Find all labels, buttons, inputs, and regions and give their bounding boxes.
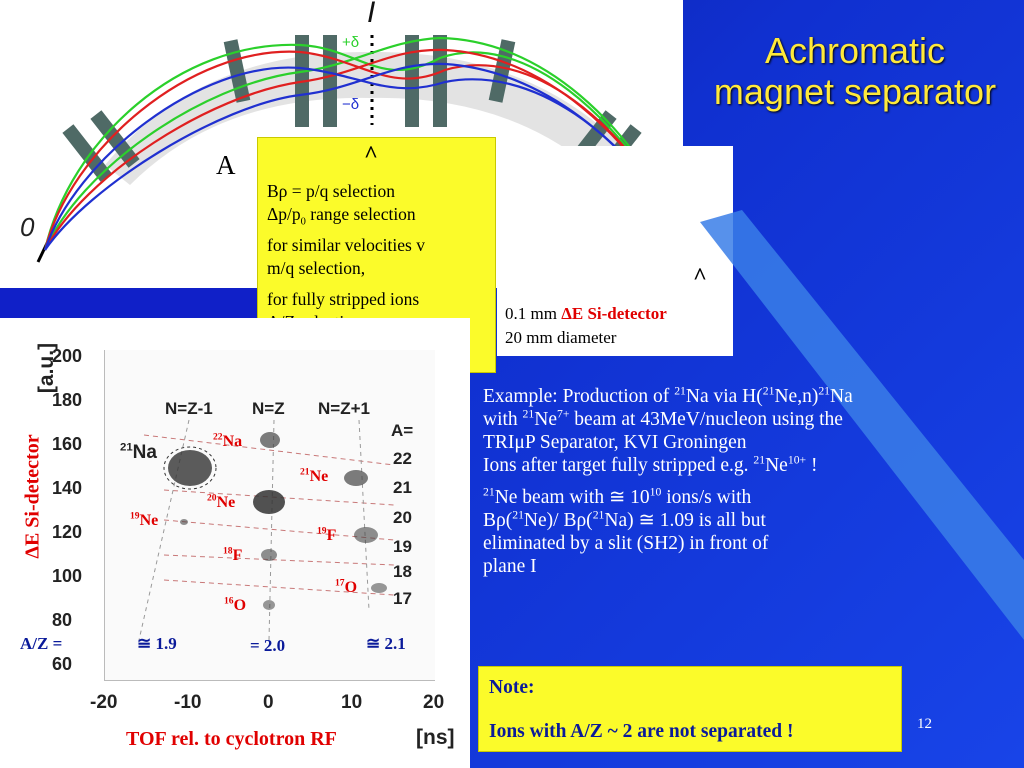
plot-xunit: [ns] (416, 726, 455, 749)
ion-label: $^{19}$Ne (130, 510, 159, 529)
az-value: ≅ 2.1 (366, 634, 406, 653)
selection-stripped: for fully stripped ions (267, 289, 420, 309)
xtick: -10 (174, 692, 202, 713)
selection-velocities: for similar velocities v (267, 235, 425, 255)
a-value: 20 (393, 508, 412, 527)
label-object: 0 (20, 212, 35, 242)
xtick: 0 (263, 692, 274, 713)
detector-name: ΔE Si-detector (561, 304, 667, 323)
a-value: 17 (393, 589, 412, 608)
selection-mq: m/q selection, (267, 258, 366, 278)
ion-label: $^{22}$Na (213, 431, 243, 450)
a-value: 18 (393, 562, 412, 581)
title-line-2: magnet separator (713, 71, 997, 112)
ytick: 80 (52, 610, 73, 630)
selection-caret: ^ (364, 142, 378, 168)
xtick: 20 (423, 692, 445, 713)
plot-xlabel: TOF rel. to cyclotron RF (126, 728, 337, 750)
ytick: 140 (52, 478, 83, 498)
big-na-label: $^{21}$Na (120, 441, 157, 463)
note-box (478, 666, 902, 752)
a-header: A= (391, 421, 414, 440)
ytick: 200 (52, 346, 83, 366)
detector-prefix: 0.1 mm (505, 304, 562, 323)
ion-label: $^{17}$O (335, 577, 358, 596)
ytick: 160 (52, 434, 83, 454)
ion-label: $^{21}$Ne (300, 466, 329, 485)
plane-i-label: I (367, 0, 376, 29)
nz-label: N=Z (252, 399, 285, 418)
minus-delta-label: −δ (342, 96, 360, 113)
ion-label: $^{16}$O (224, 595, 247, 614)
az-label: A/Z = (20, 634, 63, 653)
title-line-1: Achromatic (764, 30, 946, 71)
ytick: 120 (52, 522, 83, 542)
ytick: 60 (52, 654, 73, 674)
label-a: A (216, 150, 236, 180)
nz-label: N=Z-1 (165, 399, 213, 418)
note-text: Ions with A/Z ~ 2 are not separated ! (489, 721, 794, 742)
ytick: 100 (52, 566, 83, 586)
detector-diameter: 20 mm diameter (505, 328, 617, 347)
a-value: 22 (393, 449, 412, 468)
a-value: 19 (393, 537, 412, 556)
az-value: ≅ 1.9 (137, 634, 177, 653)
ion-label: $^{20}$Ne (207, 492, 236, 511)
selection-brho: Bρ = p/q selection (267, 181, 395, 201)
az-value: = 2.0 (250, 636, 286, 655)
ion-label: $^{19}$F (317, 525, 337, 544)
selection-dp: $\Delta p/p_0$ range selection (267, 204, 416, 228)
ytick: 180 (52, 390, 83, 410)
ion-label: $^{18}$F (223, 545, 243, 564)
xtick: -20 (90, 692, 118, 713)
example-text: Example: Production of $^{21}$Na via $H(^{21}Ne,n)^{21}Na$ with $^{21}Ne^{7+}$ beam at 43MeV/nucleon using the TRIμP Separator, KVI Groningen Ions after target fully stripped e.g. $^{21}Ne^{10+}$ ! $^{21}$Ne beam with ≅ $10^{10}$ ions/s with Bρ($^{21}$Ne)/ Bρ($^{21}$Na) ≅ 1.09 is all but eliminated by a slit (SH2) in front of plane I (483, 384, 853, 577)
note-title: Note: (489, 677, 535, 698)
nz-label: N=Z+1 (318, 399, 370, 418)
plus-delta-label: +δ (342, 34, 360, 51)
detector-caret: ^ (693, 264, 707, 290)
plot-ylabel: ΔE Si-detector (21, 434, 44, 559)
a-value: 21 (393, 478, 412, 497)
plot-yunit: [a.u.] (35, 342, 58, 394)
xtick: 10 (341, 692, 363, 713)
page-number: 12 (917, 716, 932, 732)
